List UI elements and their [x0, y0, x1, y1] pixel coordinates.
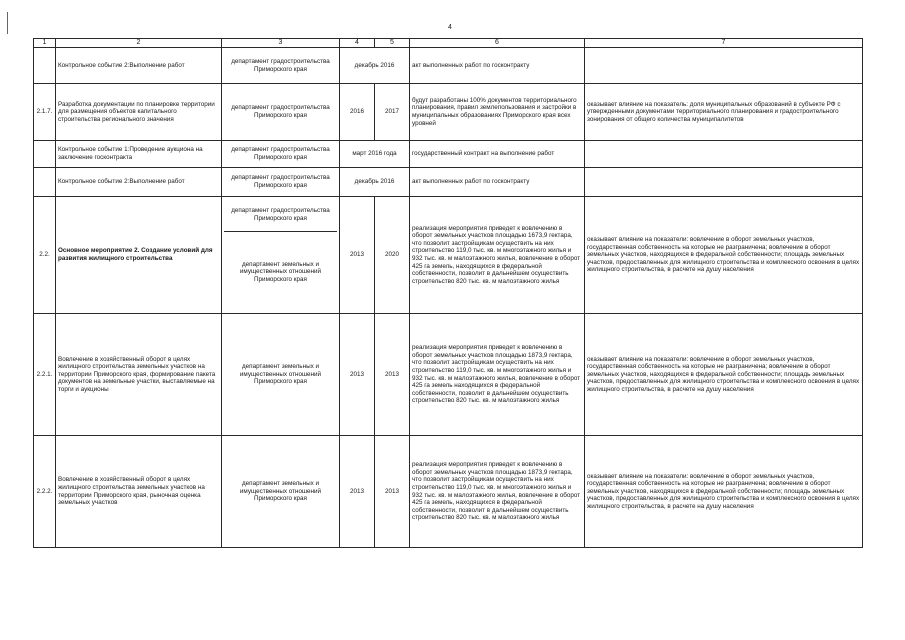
- table-row: [34, 436, 863, 548]
- table-row: [34, 197, 863, 314]
- row-indicator: [585, 141, 863, 168]
- header-cell: 5: [375, 39, 410, 48]
- table-row: [34, 168, 863, 197]
- row-name: Контрольное событие 2:Выполнение работ: [56, 168, 222, 197]
- row-end-year: 2013: [375, 436, 410, 548]
- row-start-year: 2016: [340, 84, 375, 141]
- row-end-year: 2017: [375, 84, 410, 141]
- row-indicator: оказывает влияние на показатели: вовлечение в оборот земельных участков, государственная собственность на которые не разграничена; вовлечение в оборот земельных участков, находящихся в федеральной собственности; площадь земельных участков, предоставленных для жилищного строительства и комплексного освоения в целях жилищного строительства, в расчете на душу населения: [585, 314, 863, 436]
- table-row: [34, 141, 863, 168]
- row-date: декабрь 2016: [340, 168, 410, 197]
- row-result: государственный контракт на выполнение работ: [410, 141, 585, 168]
- row-number: [34, 168, 56, 197]
- row-executor: департамент градостроительства Приморского края: [222, 84, 340, 141]
- row-name: Контрольное событие 2:Выполнение работ: [56, 48, 222, 84]
- row-end-year: 2020: [375, 197, 410, 314]
- row-name: Вовлечение в хозяйственный оборот в целях жилищного строительства земельных участков на территории Приморского края, формирование пакета документов на земельные участки, выставляемые на торги и аукционы: [56, 314, 222, 436]
- row-executor: департамент градостроительства Приморского края: [222, 141, 340, 168]
- row-executor-bottom: департамент земельных и имущественных отношений Приморского края: [239, 260, 322, 283]
- row-result: будут разработаны 100% документов территориального планирования, правил землепользования и застройки в муниципальных образованиях Приморского края всех уровней: [410, 84, 585, 141]
- row-start-year: 2013: [340, 436, 375, 548]
- row-number: 2.2.2.: [34, 436, 56, 548]
- row-number: [34, 48, 56, 84]
- row-result: акт выполненных работ по госконтракту: [410, 48, 585, 84]
- row-end-year: 2013: [375, 314, 410, 436]
- row-indicator: [585, 168, 863, 197]
- row-name: Разработка документации по планировке территории для размещения объектов капитального строительства регионального значения: [56, 84, 222, 141]
- row-executor: департамент земельных и имущественных отношений Приморского края: [222, 314, 340, 436]
- page-number: 4: [448, 24, 452, 31]
- table-row: [34, 84, 863, 141]
- header-cell: 7: [585, 39, 863, 48]
- row-result: акт выполненных работ по госконтракту: [410, 168, 585, 197]
- row-executor: департамент земельных и имущественных отношений Приморского края: [222, 436, 340, 548]
- row-name: Вовлечение в хозяйственный оборот в целях жилищного строительства земельных участков на территории Приморского края, рыночная оценка земельных участков: [56, 436, 222, 548]
- row-executor-top: департамент градостроительства Приморского края: [224, 198, 337, 232]
- row-result: реализация мероприятия приведет к вовлечению в оборот земельных участков площадью 1673,9 гектара, что позволит застройщикам осуществить на них строительство 119,0 тыс. кв. м многоэтажного жилья и 932 тыс. кв. м малоэтажного жилья, вовлечение в оборот 425 га земель, находящихся в федеральной собственности, позволит в дальнейшем осуществить строительство 820 тыс. кв. м малоэтажного жилья: [410, 197, 585, 314]
- row-start-year: 2013: [340, 314, 375, 436]
- row-number: [34, 141, 56, 168]
- table-row: [34, 48, 863, 84]
- row-executor: [222, 197, 340, 314]
- row-executor: департамент градостроительства Приморского края: [222, 168, 340, 197]
- row-indicator: оказывает влияние на показатели: вовлечение в оборот земельных участков, государственная собственность на которые не разграничена; вовлечение в оборот земельных участков, находящихся в федеральной собственности; площадь земельных участков, предоставленных для жилищного строительства и комплексного освоения в целях жилищного строительства, в расчете на душу населения: [585, 436, 863, 548]
- row-number: 2.1.7.: [34, 84, 56, 141]
- table-row: [34, 314, 863, 436]
- row-start-year: 2013: [340, 197, 375, 314]
- row-executor: департамент градостроительства Приморского края: [222, 48, 340, 84]
- row-indicator: оказывает влияние на показатели: вовлечение в оборот земельных участков, государственная собственность на которые не разграничена; вовлечение в оборот земельных участков, находящихся в федеральной собственности; площадь земельных участков, предоставленных для жилищного строительства и комплексного освоения в целях жилищного строительства, в расчете на душу населения: [585, 197, 863, 314]
- row-number: 2.2.1.: [34, 314, 56, 436]
- row-result: реализация мероприятия приведет к вовлечению в оборот земельных участков площадью 1873,9 гектара, что позволит застройщикам осуществить на них строительство 119,0 тыс. кв. м многоэтажного жилья и 932 тыс. кв. м малоэтажного жилья, вовлечение в оборот 425 га земель, находящихся в федеральной собственности, позволит в дальнейшем осуществить строительство 820 тыс. кв. м малоэтажного жилья: [410, 436, 585, 548]
- header-cell: 4: [340, 39, 375, 48]
- row-indicator: оказывает влияние на показатель: доля муниципальных образований в субъекте РФ с утвержденными документами территориального планирования и градостроительного зонирования от общего количества муниципалитетов: [585, 84, 863, 141]
- row-date: декабрь 2016: [340, 48, 410, 84]
- header-cell: 6: [410, 39, 585, 48]
- header-cell: 3: [222, 39, 340, 48]
- row-name: Контрольное событие 1:Проведение аукциона на заключение госконтракта: [56, 141, 222, 168]
- program-table: [33, 38, 863, 548]
- header-cell: 1: [34, 39, 56, 48]
- header-cell: 2: [56, 39, 222, 48]
- row-result: реализация мероприятия приведет к вовлечению в оборот земельных участков площадью 1873,9 гектара, что позволит застройщикам осуществить на них строительство 119,0 тыс. кв. м многоэтажного жилья и 932 тыс. кв. м малоэтажного жилья, вовлечение в оборот 425 га земель находящихся в федеральной собственности, позволит в дальнейшем осуществить строительство 820 тыс. кв. м малоэтажного жилья: [410, 314, 585, 436]
- row-date: март 2016 года: [340, 141, 410, 168]
- row-indicator: [585, 48, 863, 84]
- margin-mark: [7, 12, 8, 34]
- row-name: Основное мероприятие 2. Создание условий для развития жилищного строительства: [56, 197, 222, 314]
- row-number: 2.2.: [34, 197, 56, 314]
- header-row: [34, 39, 863, 48]
